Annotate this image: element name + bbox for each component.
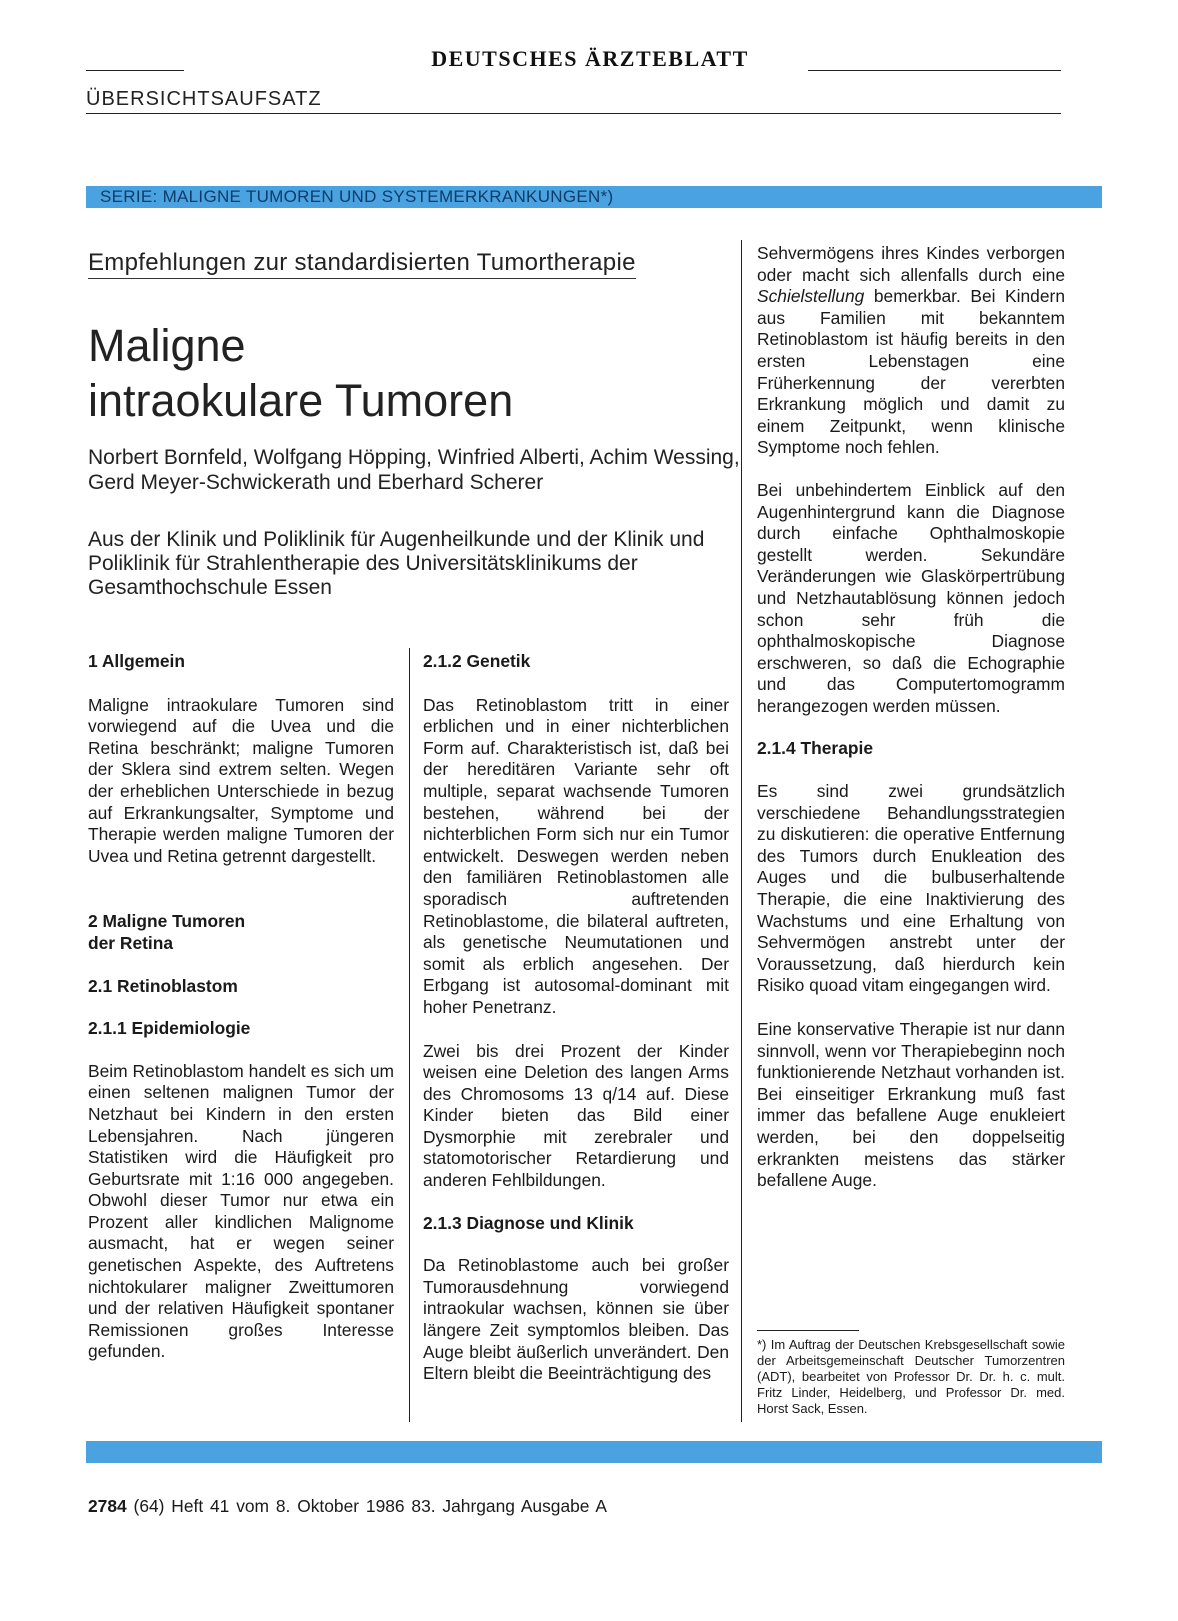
paragraph-therapie-1: Es sind zwei grundsätzlich verschiedene Behandlungsstrategien zu diskutieren: die operative Entfernung des Tumors durch Enukleation des Auges und die bulbuserhaltende Therapie, die eine Inaktivierung des Wachstums und eine Erhaltung von Sehvermögen anstrebt unter der Voraussetzung, daß hierdurch kein Risiko quoad vitam eingegangen wird. xyxy=(757,781,1065,996)
article-affiliation: Aus der Klinik und Poliklinik für Augenheilkunde und der Klinik und Poliklinik für Strahlentherapie des Universitätsklinikums der Gesamthochschule Essen xyxy=(88,528,705,599)
paragraph-diagnose-2-b: bemerkbar. Bei Kindern aus Familien mit bekanntem Retinoblastom ist häufig bereits in den ersten Lebenstagen eine Früherkennung der vererbten Erkrankung möglich und damit zu einem Zeitpunkt, wenn klinische Symptome noch fehlen. xyxy=(757,286,1065,458)
paragraph-diagnose-2 xyxy=(757,243,1065,459)
article-authors: Norbert Bornfeld, Wolfgang Höpping, Winfried Alberti, Achim Wessing, Gerd Meyer-Schwickerath und Eberhard Scherer xyxy=(88,446,740,494)
edition-info: Ausgabe A xyxy=(520,1496,607,1516)
header-rule-top-right xyxy=(808,70,1061,71)
paragraph-diagnose-3: Bei unbehindertem Einblick auf den Augenhintergrund kann die Diagnose durch einfache Ophthalmoskopie gestellt werden. Sekundäre Veränderungen wie Glaskörpertrübung und Netzhautablösung können jedoch schon sehr früh die ophthalmoskopische Diagnose erschweren, so daß die Echographie und das Computertomogramm herangezogen werden müssen. xyxy=(757,479,1065,716)
heading-2-1-1-epidemiologie: 2.1.1 Epidemiologie xyxy=(88,1018,251,1039)
header-rule-bottom xyxy=(86,113,1061,114)
footnote-rule xyxy=(757,1330,859,1331)
paragraph-diagnose-1: Da Retinoblastome auch bei großer Tumorausdehnung vorwiegend intraokular wachsen, können sie über längere Zeit symptomlos bleiben. Das Auge bleibt äußerlich unverändert. Den Eltern bleibt die Beeinträchtigung des xyxy=(423,1255,729,1384)
heading-2-1-4-therapie: 2.1.4 Therapie xyxy=(757,738,873,759)
series-banner-text: SERIE: MALIGNE TUMOREN UND SYSTEMERKRANKUNGEN*) xyxy=(100,187,614,206)
paragraph-diagnose-2-italic: Schielstellung xyxy=(757,286,865,307)
article-subtitle: Empfehlungen zur standardisierten Tumortherapie xyxy=(88,249,636,279)
heading-2-line-1: 2 Maligne Tumoren xyxy=(88,911,246,932)
column-2 xyxy=(423,651,729,1385)
page-number: 2784 xyxy=(88,1496,127,1516)
article-title xyxy=(88,318,513,428)
heading-1-allgemein: 1 Allgemein xyxy=(88,651,185,671)
paragraph-epidemiologie: Beim Retinoblastom handelt es sich um einen seltenen malignen Tumor der Netzhaut bei Kindern in den ersten Lebensjahren. Nach jüngeren Statistiken wird die Häufigkeit pro Geburtsrate mit 1:16 000 angegeben. Obwohl dieser Tumor nur etwa ein Prozent aller kindlichen Malignome ausmacht, hat er wegen seiner genetischen Aspekte, des Auftretens nichtokularer maligner Zweittumoren und der relativen Häufigkeit spontaner Remissionen großes Interesse gefunden. xyxy=(88,1060,394,1362)
section-tag: ÜBERSICHTSAUFSATZ xyxy=(86,88,322,110)
title-line-2: intraokulare Tumoren xyxy=(88,375,514,426)
paragraph-genetik-2: Zwei bis drei Prozent der Kinder weisen eine Deletion des langen Arms des Chromosoms 13 q/14 auf. Diese Kinder bieten das Bild einer Dysmorphie mit zerebraler und statomotorischer Retardierung und anderen Fehlbildungen. xyxy=(423,1040,729,1191)
footnote: *) Im Auftrag der Deutschen Krebsgesellschaft sowie der Arbeitsgemeinschaft Deutscher Tumorzentren (ADT), bearbeitet von Professor Dr. Dr. h. c. mult. Fritz Linder, Heidelberg, und Professor Dr. med. Horst Sack, Essen. xyxy=(757,1337,1065,1416)
heading-2-line-2: der Retina xyxy=(88,932,174,953)
paragraph-diagnose-2-a: Sehvermögens ihres Kindes verborgen oder macht sich allenfalls durch eine xyxy=(757,243,1065,285)
paragraph-genetik-1: Das Retinoblastom tritt in einer erblichen und in einer nichterblichen Form auf. Charakteristisch ist, daß bei der hereditären Variante sehr oft multiple, separat wachsende Tumoren bestehen, während bei der nichterblichen Form sich nur ein Tumor entwickelt. Deswegen werden neben den familiären Retinoblastomen alle sporadisch auftretenden Retinoblastome, die bilateral auftreten, als genetische Neumutationen und somit als erblich angesehen. Der Erbgang ist autosomal-dominant mit hoher Penetranz. xyxy=(423,694,729,1017)
column-3 xyxy=(757,243,1065,1192)
page-footer xyxy=(88,1496,607,1517)
heading-2-maligne-tumoren xyxy=(88,911,394,954)
column-1 xyxy=(88,651,394,1363)
masthead: DEUTSCHES ÄRZTEBLATT xyxy=(431,46,749,71)
heading-2-1-retinoblastom: 2.1 Retinoblastom xyxy=(88,975,238,996)
bottom-banner xyxy=(86,1441,1102,1463)
column-divider-1 xyxy=(409,648,410,1422)
heading-2-1-2-genetik: 2.1.2 Genetik xyxy=(423,651,531,671)
header-rule-top xyxy=(86,70,184,71)
column-divider-2 xyxy=(741,240,742,1422)
paragraph-allgemein: Maligne intraokulare Tumoren sind vorwiegend auf die Uvea und die Retina beschränkt; maligne Tumoren der Sklera sind extrem selten. Wegen der erheblichen Unterschiede in bezug auf Erkrankungsalter, Symptome und Therapie werden maligne Tumoren der Uvea und Retina getrennt dargestellt. xyxy=(88,694,394,866)
heading-2-1-3-diagnose: 2.1.3 Diagnose und Klinik xyxy=(423,1212,634,1233)
issue-info: (64) Heft 41 vom 8. Oktober 1986 83. Jahrgang xyxy=(133,1496,515,1516)
title-line-1: Maligne xyxy=(88,320,246,371)
paragraph-therapie-2: Eine konservative Therapie ist nur dann sinnvoll, wenn vor Therapiebeginn noch funktionierende Netzhaut vorhanden ist. Bei einseitiger Erkrankung muß fast immer das befallene Auge enukleiert werden, bei den doppelseitig erkrankten meistens das stärker befallene Auge. xyxy=(757,1019,1065,1191)
